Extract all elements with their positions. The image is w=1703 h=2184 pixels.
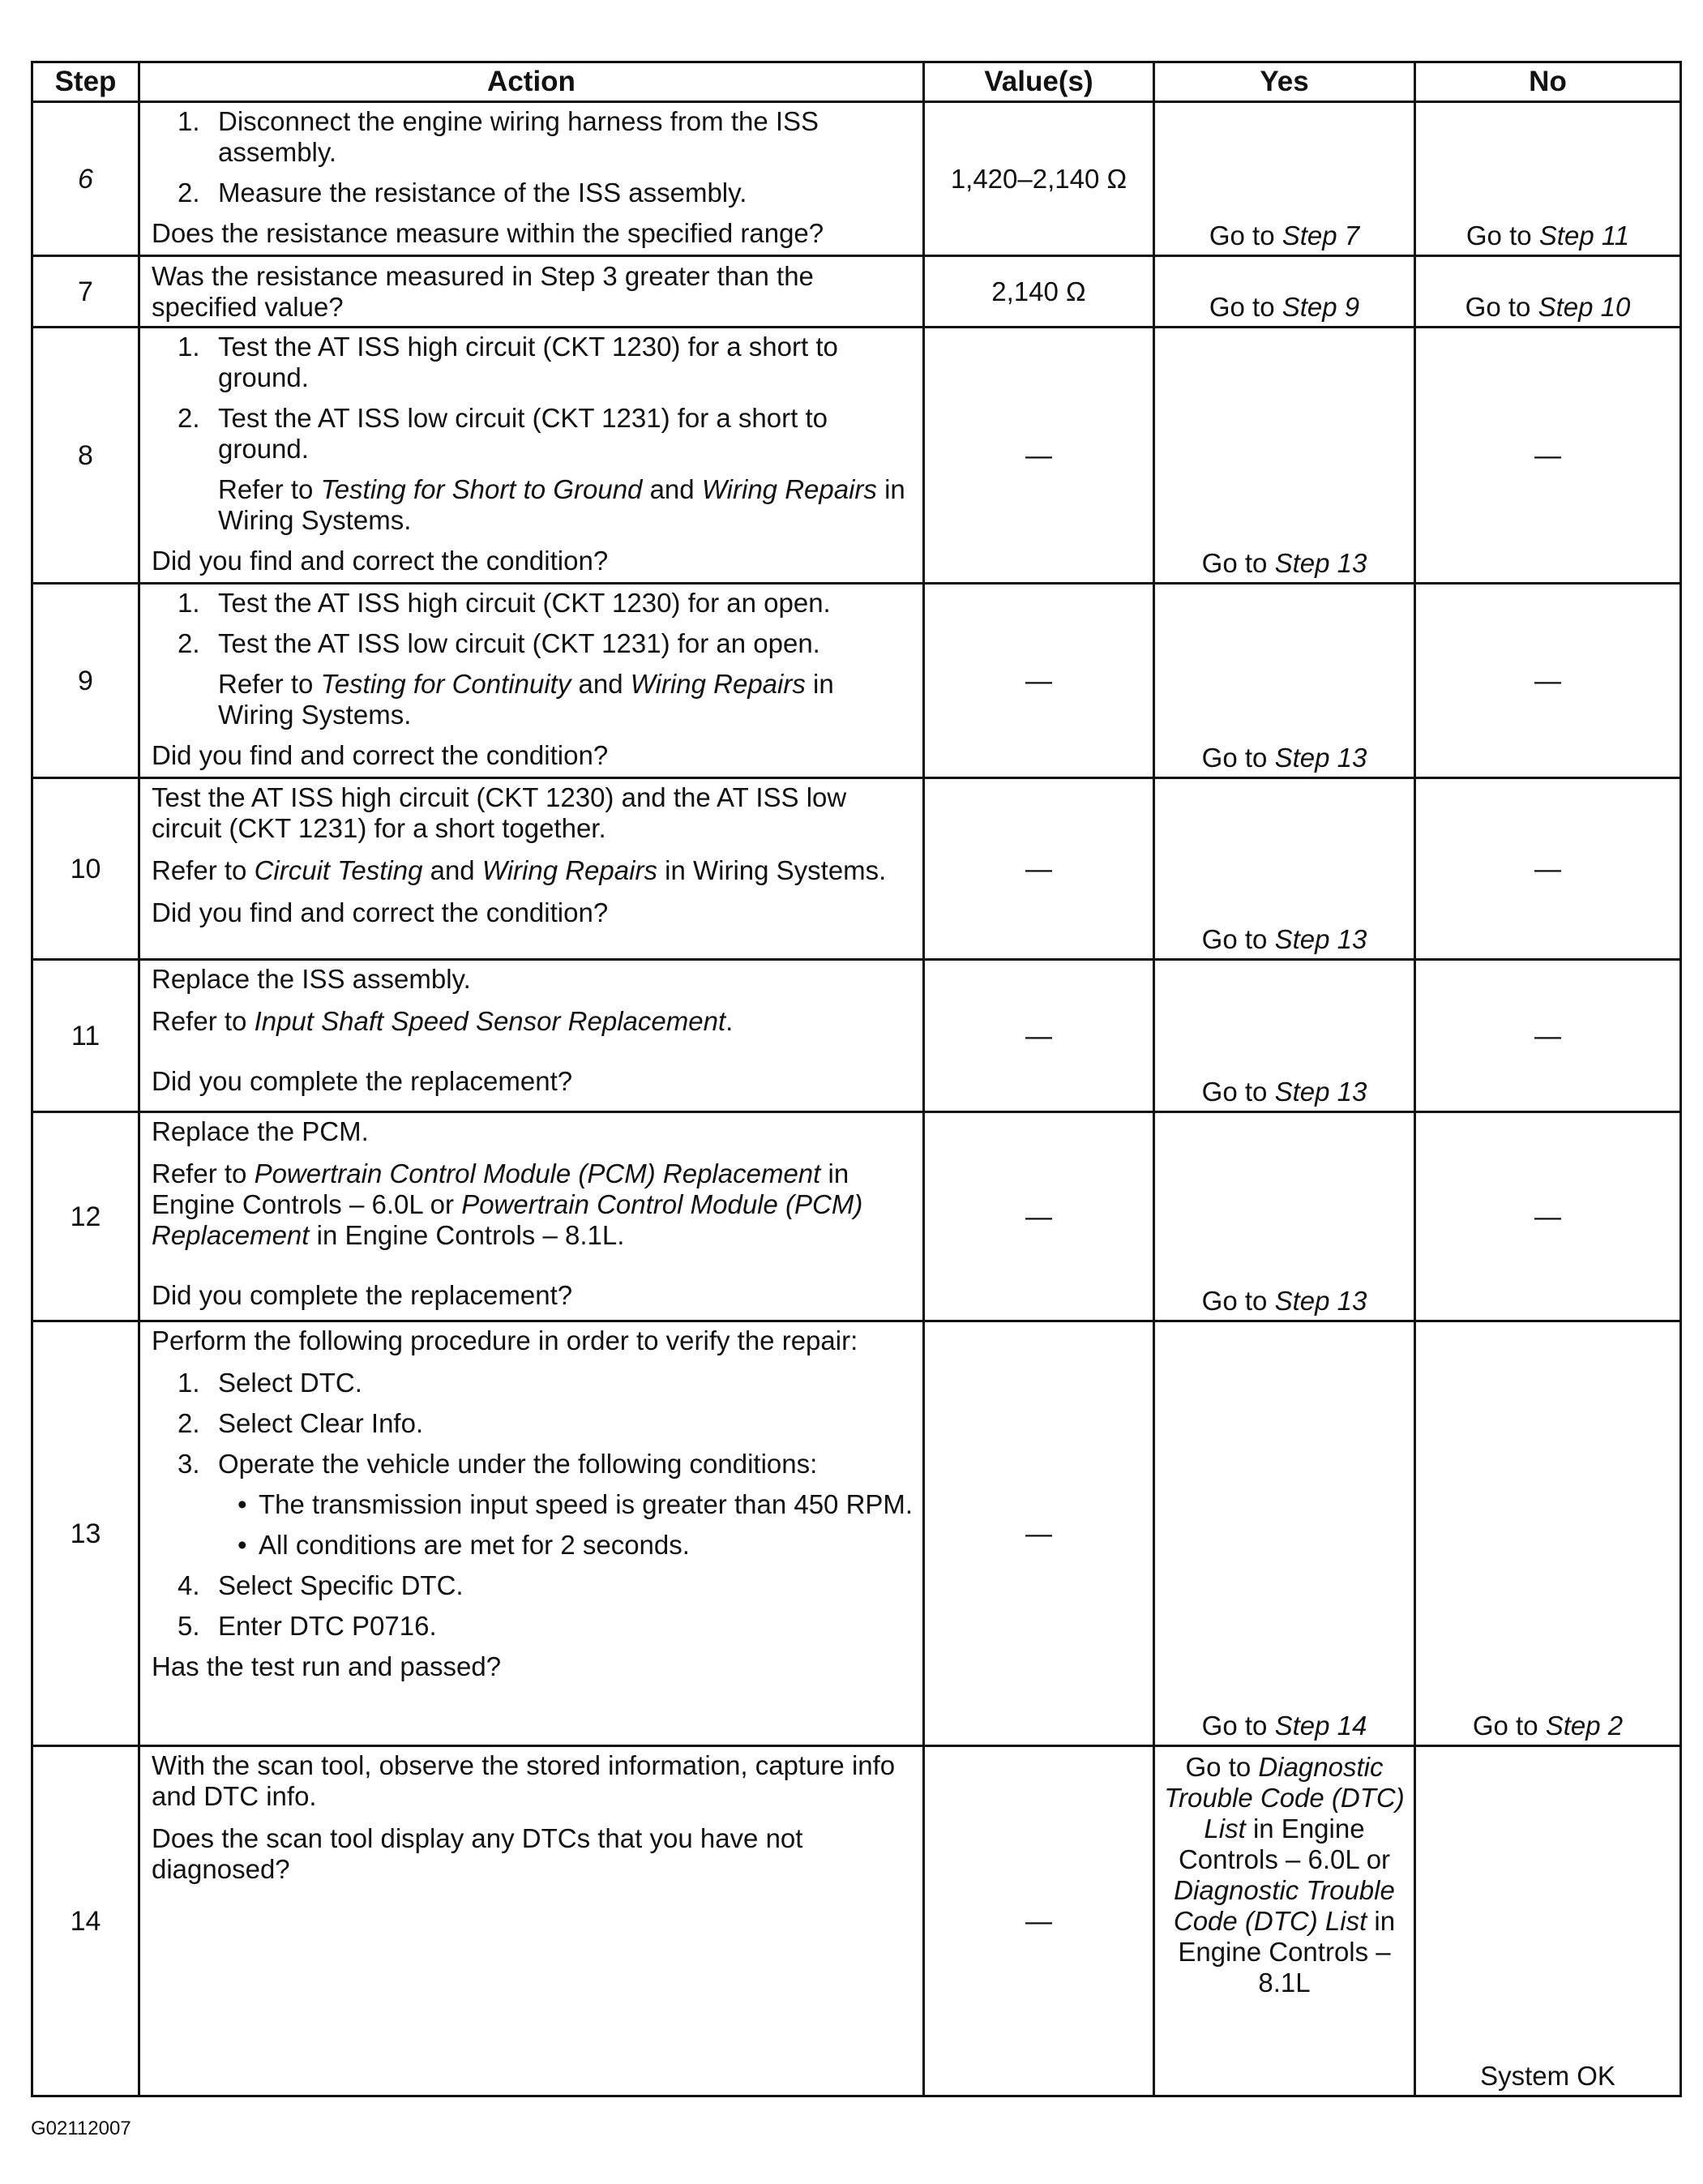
action-cell (139, 1746, 924, 2096)
question-text: Did you find and correct the condition? (152, 546, 609, 576)
step-number: 8 (32, 328, 139, 584)
no-cell: System OK (1415, 1746, 1681, 2096)
yes-cell: Go to Step 14 (1154, 1321, 1415, 1746)
header-values: Value(s) (924, 62, 1154, 102)
action-cell (139, 1321, 924, 1746)
value-cell: — (924, 960, 1154, 1112)
value-cell: 2,140 Ω (924, 256, 1154, 328)
no-cell: Go to Step 11 (1415, 102, 1681, 256)
diagnostic-table-document (31, 61, 1679, 2097)
yes-cell: Go to Step 13 (1154, 1112, 1415, 1321)
action-cell (139, 1112, 924, 1321)
no-cell: — (1415, 778, 1681, 960)
action-text: With the scan tool, observe the stored information, capture info and DTC info. (152, 1750, 896, 1811)
action-text: Test the AT ISS high circuit (CKT 1230) and the AT ISS low circuit (CKT 1231) for a short together. (152, 782, 847, 843)
question-text: Did you complete the replacement? (152, 1066, 573, 1096)
action-cell (139, 778, 924, 960)
reference-text: Refer to Testing for Short to Ground and Wiring Repairs in Wiring Systems. (218, 474, 905, 535)
value-cell: — (924, 1321, 1154, 1746)
question-text: Does the resistance measure within the specified range? (152, 218, 824, 248)
header-yes: Yes (1154, 62, 1415, 102)
value-cell: 1,420–2,140 Ω (924, 102, 1154, 256)
yes-cell: Go to Step 7 (1154, 102, 1415, 256)
question-text: Did you complete the replacement? (152, 1280, 573, 1310)
table-row (32, 1112, 1681, 1321)
no-cell: Go to Step 2 (1415, 1321, 1681, 1746)
list-item: 1. Test the AT ISS high circuit (CKT 1230) for a short to ground. (178, 332, 838, 392)
step-number: 10 (32, 778, 139, 960)
table-row (32, 584, 1681, 778)
list-item: 1. Disconnect the engine wiring harness from the ISS assembly. (178, 106, 819, 167)
reference-text: Refer to Testing for Continuity and Wiring Repairs in Wiring Systems. (218, 669, 834, 730)
step-number: 13 (32, 1321, 139, 1746)
list-item: 2. Test the AT ISS low circuit (CKT 1231) for a short to ground. (178, 403, 828, 464)
list-item: 1. Test the AT ISS high circuit (CKT 1230) for an open. (178, 588, 831, 618)
step-number: 9 (32, 584, 139, 778)
action-cell (139, 102, 924, 256)
value-cell: — (924, 328, 1154, 584)
action-text: Replace the ISS assembly. (152, 964, 471, 994)
step-number: 7 (32, 256, 139, 328)
diagnostic-table (31, 61, 1682, 2097)
list-item: 4. Select Specific DTC. (178, 1570, 464, 1600)
question-text: Has the test run and passed? (152, 1651, 502, 1681)
yes-cell: Go to Step 13 (1154, 778, 1415, 960)
no-cell: — (1415, 1112, 1681, 1321)
no-cell: Go to Step 10 (1415, 256, 1681, 328)
reference-text: Refer to Input Shaft Speed Sensor Replacement. (152, 1006, 734, 1036)
reference-text: Refer to Powertrain Control Module (PCM) Replacement in Engine Controls – 6.0L or Powertrain Control Module (PCM) Replacement in Engine Controls – 8.1L. (152, 1158, 863, 1250)
table-row (32, 102, 1681, 256)
yes-cell: Go to Step 13 (1154, 960, 1415, 1112)
list-item: 3. Operate the vehicle under the following conditions: (178, 1449, 818, 1479)
yes-cell: Go to Step 13 (1154, 328, 1415, 584)
table-row (32, 778, 1681, 960)
list-item: 1. Select DTC. (178, 1368, 362, 1398)
step-number: 6 (32, 102, 139, 256)
step-number: 14 (32, 1746, 139, 2096)
step-number: 11 (32, 960, 139, 1112)
action-cell (139, 256, 924, 328)
action-cell (139, 960, 924, 1112)
table-row (32, 328, 1681, 584)
action-cell (139, 584, 924, 778)
question-text: Does the scan tool display any DTCs that you have not diagnosed? (152, 1823, 803, 1884)
action-text: Replace the PCM. (152, 1116, 369, 1146)
yes-cell: Go to Diagnostic Trouble Code (DTC) List in Engine Controls – 6.0L or Diagnostic Trouble Code (DTC) List in Engine Controls – 8.1L (1154, 1746, 1415, 2096)
header-no: No (1415, 62, 1681, 102)
value-cell: — (924, 1746, 1154, 2096)
value-cell: — (924, 778, 1154, 960)
step-number: 12 (32, 1112, 139, 1321)
action-cell (139, 328, 924, 584)
table-row (32, 960, 1681, 1112)
question-text: Did you find and correct the condition? (152, 897, 609, 927)
value-cell: — (924, 1112, 1154, 1321)
no-cell: — (1415, 960, 1681, 1112)
list-item: 2. Measure the resistance of the ISS assembly. (178, 178, 747, 208)
table-row (32, 1321, 1681, 1746)
header-row (32, 62, 1681, 102)
bullet-item: • All conditions are met for 2 seconds. (237, 1530, 690, 1560)
table-row (32, 1746, 1681, 2096)
bullet-item: • The transmission input speed is greater than 450 RPM. (237, 1489, 914, 1519)
header-action: Action (139, 62, 924, 102)
question-text: Did you find and correct the condition? (152, 740, 609, 770)
header-step: Step (32, 62, 139, 102)
list-item: 2. Test the AT ISS low circuit (CKT 1231) for an open. (178, 628, 820, 658)
value-cell: — (924, 584, 1154, 778)
yes-cell: Go to Step 13 (1154, 584, 1415, 778)
table-row (32, 256, 1681, 328)
list-item: 2. Select Clear Info. (178, 1408, 424, 1438)
question-text: Was the resistance measured in Step 3 greater than the specified value? (152, 260, 814, 322)
figure-id: G02112007 (31, 2118, 131, 2139)
action-text: Perform the following procedure in order to verify the repair: (152, 1325, 858, 1355)
no-cell: — (1415, 328, 1681, 584)
list-item: 5. Enter DTC P0716. (178, 1611, 437, 1641)
no-cell: — (1415, 584, 1681, 778)
yes-cell: Go to Step 9 (1154, 256, 1415, 328)
reference-text: Refer to Circuit Testing and Wiring Repairs in Wiring Systems. (152, 855, 887, 885)
